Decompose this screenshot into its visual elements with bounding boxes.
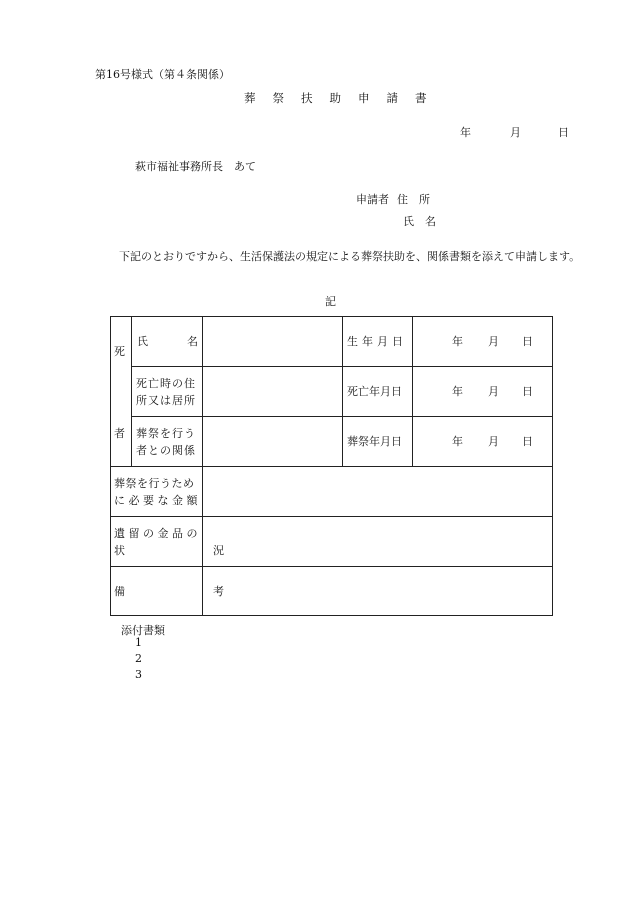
attachment-item: 2 — [135, 652, 142, 665]
application-table — [110, 316, 553, 616]
funeral-month-label: 月 — [488, 435, 499, 448]
table-line — [111, 466, 552, 467]
applicant-label: 申請者 — [356, 193, 389, 206]
ki-heading: 記 — [325, 295, 336, 308]
funeral-year-label: 年 — [452, 435, 463, 448]
row-death-date-label: 死亡年月日 — [347, 385, 402, 398]
deceased-label-top: 死 — [114, 345, 125, 358]
row-remarks-label: 備 考 — [114, 585, 246, 598]
attachment-item: 1 — [135, 636, 142, 649]
addressee: 萩市福祉事務所長 あて — [135, 160, 256, 173]
row-birth-date-label: 生年月日 — [347, 335, 407, 348]
birth-day-label: 日 — [522, 335, 533, 348]
row-funeral-date-label: 葬祭年月日 — [347, 435, 402, 448]
document-title: 葬祭扶助申請書 — [244, 91, 444, 105]
birth-year-label: 年 — [452, 335, 463, 348]
date-year-label: 年 — [460, 126, 471, 139]
body-text: 下記のとおりですから、生活保護法の規定による葬祭扶助を、関係書類を添えて申請します。 — [119, 250, 581, 263]
attachments-title: 添付書類 — [121, 624, 165, 637]
table-line — [342, 317, 343, 466]
table-line — [412, 317, 413, 466]
birth-month-label: 月 — [488, 335, 499, 348]
row-remains-label-2: 状 況 — [114, 544, 246, 557]
row-amount-label-2: に必要な金額 — [114, 494, 201, 507]
row-address-label-1: 死亡時の住 — [136, 377, 196, 390]
deceased-label-bottom: 者 — [114, 427, 125, 440]
row-relation-label-2: 者との関係 — [136, 444, 196, 457]
table-line — [202, 317, 203, 615]
funeral-day-label: 日 — [522, 435, 533, 448]
row-remains-label-1: 遺留の金品の — [114, 527, 201, 540]
date-day-label: 日 — [558, 126, 569, 139]
death-day-label: 日 — [522, 385, 533, 398]
row-amount-label-1: 葬祭を行うため — [114, 477, 195, 490]
table-line — [131, 317, 132, 466]
row-name-label: 氏 名 — [137, 335, 212, 348]
attachment-item: 3 — [135, 668, 142, 681]
table-line — [111, 516, 552, 517]
date-month-label: 月 — [510, 126, 521, 139]
applicant-name-label: 氏 名 — [403, 215, 436, 228]
death-year-label: 年 — [452, 385, 463, 398]
row-address-label-2: 所又は居所 — [136, 394, 196, 407]
death-month-label: 月 — [488, 385, 499, 398]
applicant-address-line — [356, 191, 430, 207]
application-date — [460, 124, 569, 140]
applicant-address-label: 住 所 — [397, 193, 430, 206]
form-number: 第16号様式（第４条関係） — [95, 68, 230, 81]
row-relation-label-1: 葬祭を行う — [136, 427, 196, 440]
table-line — [111, 566, 552, 567]
